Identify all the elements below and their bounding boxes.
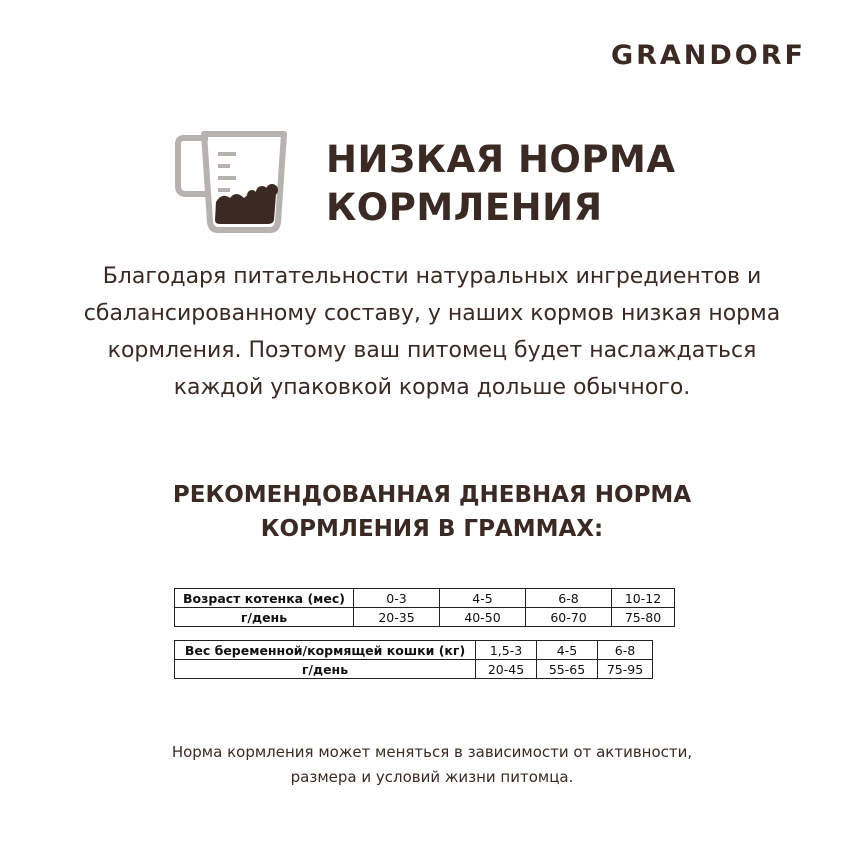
table-cell: 20-45 (476, 660, 537, 679)
intro-line-1: Благодаря питательности натуральных ингредиентов и (102, 264, 762, 289)
footnote (0, 740, 864, 790)
section-title (0, 478, 864, 546)
headline-line-1: НИЗКАЯ НОРМА (326, 138, 676, 181)
section-title-line-2: КОРМЛЕНИЯ В ГРАММАХ: (260, 516, 604, 542)
table-row (175, 660, 653, 679)
intro-line-3: кормления. Поэтому ваш питомец будет наслаждаться (107, 338, 757, 363)
table-cell: 40-50 (440, 608, 526, 627)
footnote-line-2: размера и условий жизни питомца. (290, 768, 574, 786)
table-cell: Вес беременной/кормящей кошки (кг) (175, 641, 476, 660)
brand-logo: GRANDORF (610, 40, 806, 71)
table-row (175, 608, 675, 627)
table-cell: 20-35 (354, 608, 440, 627)
table-cell: 0-3 (354, 589, 440, 608)
table-row (175, 641, 653, 660)
table-cell: 10-12 (612, 589, 675, 608)
measuring-cup-icon (174, 128, 290, 236)
table-cell: 6-8 (598, 641, 653, 660)
section-title-line-1: РЕКОМЕНДОВАННАЯ ДНЕВНАЯ НОРМА (172, 482, 692, 508)
table-cell: 6-8 (526, 589, 612, 608)
headline-line-2: КОРМЛЕНИЯ (326, 186, 603, 229)
kitten-feeding-table (174, 588, 675, 627)
page-title (326, 136, 675, 232)
table-cell: г/день (175, 608, 354, 627)
table-cell: г/день (175, 660, 476, 679)
intro-paragraph (0, 258, 864, 406)
table-cell: 75-95 (598, 660, 653, 679)
table-cell: 1,5-3 (476, 641, 537, 660)
intro-line-4: каждой упаковкой корма дольше обычного. (173, 375, 691, 400)
table-cell: 55-65 (537, 660, 598, 679)
table-cell: 60-70 (526, 608, 612, 627)
table-cell: Возраст котенка (мес) (175, 589, 354, 608)
table-cell: 4-5 (537, 641, 598, 660)
intro-line-2: сбалансированному составу, у наших кормов низкая норма (83, 301, 781, 326)
pregnant-cat-feeding-table (174, 640, 653, 679)
table-cell: 75-80 (612, 608, 675, 627)
table-row (175, 589, 675, 608)
table-cell: 4-5 (440, 589, 526, 608)
footnote-line-1: Норма кормления может меняться в зависимости от активности, (171, 743, 693, 761)
